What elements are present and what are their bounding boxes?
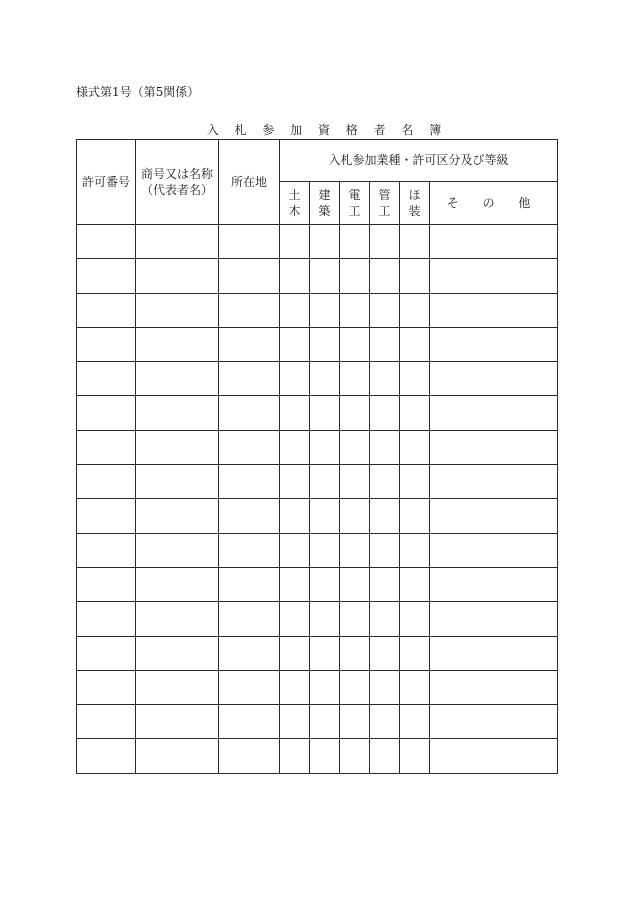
civil-cell[interactable]: [280, 739, 310, 773]
location-cell[interactable]: [219, 362, 280, 396]
paving-cell[interactable]: [400, 396, 430, 430]
civil-cell[interactable]: [280, 293, 310, 327]
trade-name-cell[interactable]: [136, 465, 219, 499]
electrical-cell[interactable]: [340, 327, 370, 361]
other-cell[interactable]: [430, 293, 558, 327]
electrical-cell[interactable]: [340, 465, 370, 499]
trade-name-cell[interactable]: [136, 602, 219, 636]
architecture-cell[interactable]: [310, 430, 340, 464]
trade-name-cell[interactable]: [136, 293, 219, 327]
civil-cell[interactable]: [280, 533, 310, 567]
architecture-cell[interactable]: [310, 225, 340, 259]
header-architecture-top: 建: [318, 187, 331, 202]
other-cell[interactable]: [430, 602, 558, 636]
trade-name-cell[interactable]: [136, 259, 219, 293]
trade-name-cell[interactable]: [136, 430, 219, 464]
permit-number-cell[interactable]: [77, 362, 136, 396]
table-row: [77, 362, 558, 396]
paving-cell[interactable]: [400, 430, 430, 464]
architecture-cell[interactable]: [310, 499, 340, 533]
header-architecture: [310, 182, 340, 225]
plumbing-cell[interactable]: [370, 327, 400, 361]
civil-cell[interactable]: [280, 705, 310, 739]
other-cell[interactable]: [430, 705, 558, 739]
other-cell[interactable]: [430, 499, 558, 533]
other-cell[interactable]: [430, 636, 558, 670]
header-architecture-bottom: 築: [318, 204, 331, 218]
table-row: [77, 705, 558, 739]
plumbing-cell[interactable]: [370, 636, 400, 670]
permit-number-cell[interactable]: [77, 293, 136, 327]
header-paving-bottom: 装: [408, 204, 421, 218]
civil-cell[interactable]: [280, 225, 310, 259]
other-cell[interactable]: [430, 259, 558, 293]
trade-name-cell[interactable]: [136, 670, 219, 704]
architecture-cell[interactable]: [310, 636, 340, 670]
document-title: 入 札 参 加 資 格 者 名 簿: [206, 123, 448, 137]
location-cell[interactable]: [219, 499, 280, 533]
other-cell[interactable]: [430, 670, 558, 704]
location-cell[interactable]: [219, 705, 280, 739]
electrical-cell[interactable]: [340, 293, 370, 327]
electrical-cell[interactable]: [340, 567, 370, 601]
location-cell[interactable]: [219, 567, 280, 601]
civil-cell[interactable]: [280, 670, 310, 704]
permit-number-cell[interactable]: [77, 396, 136, 430]
header-permit-number: 許可番号: [77, 140, 136, 225]
header-paving: [400, 182, 430, 225]
permit-number-cell[interactable]: [77, 533, 136, 567]
location-cell[interactable]: [219, 670, 280, 704]
electrical-cell[interactable]: [340, 602, 370, 636]
trade-name-cell[interactable]: [136, 636, 219, 670]
trade-name-cell[interactable]: [136, 225, 219, 259]
electrical-cell[interactable]: [340, 396, 370, 430]
other-cell[interactable]: [430, 465, 558, 499]
plumbing-cell[interactable]: [370, 430, 400, 464]
other-cell[interactable]: [430, 739, 558, 773]
paving-cell[interactable]: [400, 259, 430, 293]
permit-number-cell[interactable]: [77, 259, 136, 293]
header-electrical: [340, 182, 370, 225]
trade-name-cell[interactable]: [136, 362, 219, 396]
header-plumbing-top: 管: [378, 187, 391, 202]
paving-cell[interactable]: [400, 670, 430, 704]
plumbing-cell[interactable]: [370, 499, 400, 533]
trade-name-cell[interactable]: [136, 533, 219, 567]
civil-cell[interactable]: [280, 430, 310, 464]
civil-cell[interactable]: [280, 396, 310, 430]
table-row: [77, 567, 558, 601]
electrical-cell[interactable]: [340, 362, 370, 396]
permit-number-cell[interactable]: [77, 465, 136, 499]
civil-cell[interactable]: [280, 602, 310, 636]
table-row: [77, 396, 558, 430]
architecture-cell[interactable]: [310, 327, 340, 361]
permit-number-cell[interactable]: [77, 430, 136, 464]
table-row: [77, 327, 558, 361]
other-cell[interactable]: [430, 567, 558, 601]
header-civil-top: 土: [288, 187, 301, 202]
table-row: [77, 739, 558, 773]
location-cell[interactable]: [219, 396, 280, 430]
plumbing-cell[interactable]: [370, 602, 400, 636]
other-cell[interactable]: [430, 225, 558, 259]
location-cell[interactable]: [219, 602, 280, 636]
plumbing-cell[interactable]: [370, 396, 400, 430]
table-row: [77, 259, 558, 293]
permit-number-cell[interactable]: [77, 602, 136, 636]
plumbing-cell[interactable]: [370, 533, 400, 567]
table-row: [77, 293, 558, 327]
architecture-cell[interactable]: [310, 362, 340, 396]
trade-name-cell[interactable]: [136, 567, 219, 601]
permit-number-cell[interactable]: [77, 670, 136, 704]
trade-name-cell[interactable]: [136, 739, 219, 773]
architecture-cell[interactable]: [310, 293, 340, 327]
trade-name-cell[interactable]: [136, 327, 219, 361]
permit-number-cell[interactable]: [77, 705, 136, 739]
header-location: 所在地: [219, 140, 280, 225]
architecture-cell[interactable]: [310, 533, 340, 567]
other-cell[interactable]: [430, 396, 558, 430]
table-row: [77, 533, 558, 567]
architecture-cell[interactable]: [310, 602, 340, 636]
trade-name-cell[interactable]: [136, 705, 219, 739]
table-row: [77, 670, 558, 704]
electrical-cell[interactable]: [340, 533, 370, 567]
header-civil-engineering: [280, 182, 310, 225]
plumbing-cell[interactable]: [370, 465, 400, 499]
plumbing-cell[interactable]: [370, 670, 400, 704]
civil-cell[interactable]: [280, 499, 310, 533]
header-other: そ の 他: [430, 182, 558, 225]
architecture-cell[interactable]: [310, 739, 340, 773]
location-cell[interactable]: [219, 293, 280, 327]
table-body: [77, 225, 558, 774]
electrical-cell[interactable]: [340, 670, 370, 704]
architecture-cell[interactable]: [310, 396, 340, 430]
civil-cell[interactable]: [280, 327, 310, 361]
paving-cell[interactable]: [400, 327, 430, 361]
civil-cell[interactable]: [280, 465, 310, 499]
paving-cell[interactable]: [400, 533, 430, 567]
plumbing-cell[interactable]: [370, 225, 400, 259]
table-row: [77, 430, 558, 464]
permit-number-cell[interactable]: [77, 327, 136, 361]
location-cell[interactable]: [219, 533, 280, 567]
table-row: [77, 499, 558, 533]
permit-number-cell[interactable]: [77, 225, 136, 259]
electrical-cell[interactable]: [340, 430, 370, 464]
trade-name-cell[interactable]: [136, 499, 219, 533]
paving-cell[interactable]: [400, 636, 430, 670]
civil-cell[interactable]: [280, 636, 310, 670]
header-civil-bottom: 木: [288, 204, 301, 218]
electrical-cell[interactable]: [340, 705, 370, 739]
header-electrical-bottom: 工: [348, 204, 361, 218]
architecture-cell[interactable]: [310, 259, 340, 293]
architecture-cell[interactable]: [310, 670, 340, 704]
civil-cell[interactable]: [280, 259, 310, 293]
paving-cell[interactable]: [400, 465, 430, 499]
table-row: [77, 225, 558, 259]
header-electrical-top: 電: [348, 187, 361, 202]
plumbing-cell[interactable]: [370, 705, 400, 739]
electrical-cell[interactable]: [340, 225, 370, 259]
plumbing-cell[interactable]: [370, 362, 400, 396]
location-cell[interactable]: [219, 259, 280, 293]
architecture-cell[interactable]: [310, 705, 340, 739]
electrical-cell[interactable]: [340, 739, 370, 773]
trade-name-cell[interactable]: [136, 396, 219, 430]
table-row: [77, 465, 558, 499]
location-cell[interactable]: [219, 465, 280, 499]
paving-cell[interactable]: [400, 602, 430, 636]
table-row: [77, 602, 558, 636]
electrical-cell[interactable]: [340, 499, 370, 533]
paving-cell[interactable]: [400, 499, 430, 533]
other-cell[interactable]: [430, 430, 558, 464]
location-cell[interactable]: [219, 636, 280, 670]
header-category-group: 入札参加業種・許可区分及び等級: [280, 140, 558, 182]
header-trade-name-line1: 商号又は名称: [140, 166, 213, 181]
paving-cell[interactable]: [400, 362, 430, 396]
header-plumbing: [370, 182, 400, 225]
location-cell[interactable]: [219, 327, 280, 361]
other-cell[interactable]: [430, 533, 558, 567]
other-cell[interactable]: [430, 362, 558, 396]
paving-cell[interactable]: [400, 567, 430, 601]
plumbing-cell[interactable]: [370, 259, 400, 293]
plumbing-cell[interactable]: [370, 567, 400, 601]
architecture-cell[interactable]: [310, 465, 340, 499]
permit-number-cell[interactable]: [77, 739, 136, 773]
location-cell[interactable]: [219, 225, 280, 259]
electrical-cell[interactable]: [340, 259, 370, 293]
plumbing-cell[interactable]: [370, 739, 400, 773]
paving-cell[interactable]: [400, 739, 430, 773]
location-cell[interactable]: [219, 430, 280, 464]
header-trade-name-line2: （代表者名）: [140, 183, 213, 197]
header-paving-top: ほ: [408, 187, 421, 202]
form-number: 様式第1号（第5関係）: [76, 85, 200, 99]
electrical-cell[interactable]: [340, 636, 370, 670]
permit-number-cell[interactable]: [77, 636, 136, 670]
paving-cell[interactable]: [400, 225, 430, 259]
plumbing-cell[interactable]: [370, 293, 400, 327]
location-cell[interactable]: [219, 739, 280, 773]
civil-cell[interactable]: [280, 362, 310, 396]
paving-cell[interactable]: [400, 705, 430, 739]
header-plumbing-bottom: 工: [378, 204, 391, 218]
table-row: [77, 636, 558, 670]
permit-number-cell[interactable]: [77, 567, 136, 601]
architecture-cell[interactable]: [310, 567, 340, 601]
other-cell[interactable]: [430, 327, 558, 361]
qualified-bidders-table: [76, 139, 558, 774]
permit-number-cell[interactable]: [77, 499, 136, 533]
paving-cell[interactable]: [400, 293, 430, 327]
header-trade-name: [136, 140, 219, 225]
civil-cell[interactable]: [280, 567, 310, 601]
